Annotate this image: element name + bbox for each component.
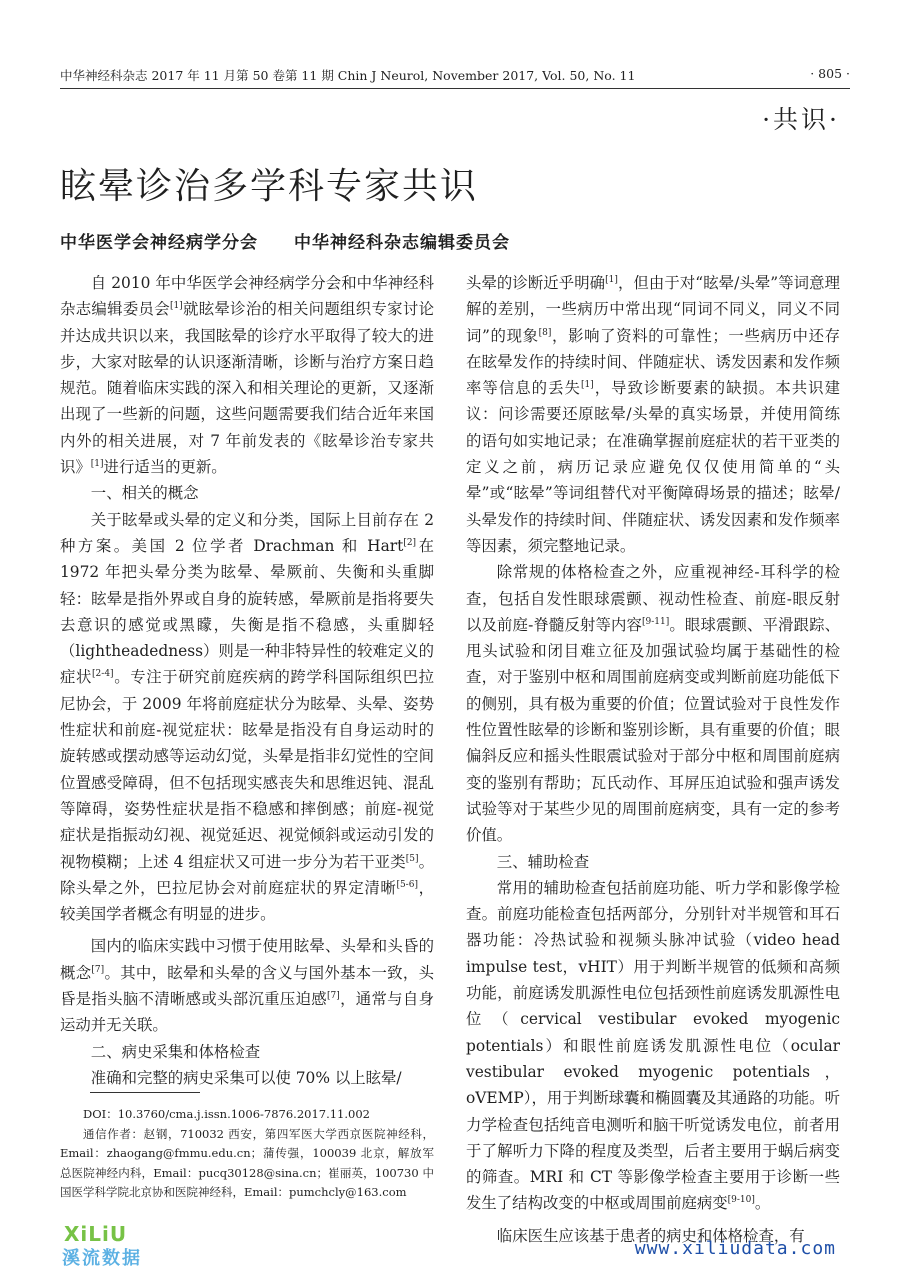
footnote-rule <box>90 1092 200 1093</box>
paragraph: 头晕的诊断近乎明确[1]，但由于对“眩晕/头晕”等词意理解的差别，一些病历中常出现“同词不同义，同义不同词”的现象[8]，影响了资料的可靠性；一些病历中还存在眩晕发作的持续时间、伴随症状、诱发因素和发作频率等信息的丢失[1]，导致诊断要素的缺损。本共识建议：问诊需要还原眩晕/头晕的真实场景，并使用简练的语句如实地记录；在准确掌握前庭症状的若干亚类的定义之前，病历记录应避免仅仅使用简单的“头晕”或“眩晕”等词组替代对平衡障碍场景的描述；眩晕/头晕发作的持续时间、伴随症状、诱发因素和发作频率等因素，须完整地记录。 <box>466 274 840 555</box>
authors: 中华医学会神经病学分会 中华神经科杂志编辑委员会 <box>60 233 510 253</box>
section-tag: ·共识· <box>762 105 840 134</box>
watermark-website: www.xiliudata.com <box>634 1238 836 1259</box>
section-heading: 一、相关的概念 <box>90 484 199 503</box>
journal-citation: 中华神经科杂志 2017 年 11 月第 50 卷第 11 期 Chin J Neurol, November 2017, Vol. 50, No. 11 <box>60 68 636 83</box>
logo-latin: XiLiU <box>64 1222 128 1246</box>
left-column <box>60 270 434 1091</box>
right-column <box>466 270 840 1249</box>
paragraph: 国内的临床实践中习惯于使用眩晕、头晕和头昏的概念[7]。其中，眩晕和头晕的含义与国外基本一致，头昏是指头脑不清晰感或头部沉重压迫感[7]，通常与自身运动并无关联。 <box>60 937 434 1035</box>
section-heading: 二、病史采集和体格检查 <box>90 1042 261 1061</box>
running-header <box>60 66 850 84</box>
paragraph: 常用的辅助检查包括前庭功能、听力学和影像学检查。前庭功能检查包括两部分，分别针对半规管和耳石器功能：冷热试验和视频头脉冲试验（video head impulse test，vHIT）用于判断半规管的低频和高频功能，前庭诱发肌源性电位包括颈性前庭诱发肌源性电位（cervical vestibular evoked myogenic potentials）和眼性前庭诱发肌源性电位（ocular vestibular evoked myogenic potentials，oVEMP），用于判断球囊和椭圆囊及其通路的功能。听力学检查包括纯音电测听和脑干听觉诱发电位，前者用于了解听力下降的程度及类型，后者主要用于蜗后病变的筛查。MRI 和 CT 等影像学检查主要用于诊断一些发生了结构改变的中枢或周围前庭病变[9-10]。 <box>466 878 840 1213</box>
doi: DOI：10.3760/cma.j.issn.1006-7876.2017.11.002 <box>83 1107 370 1121</box>
logo-chinese: 溪流数据 <box>62 1248 142 1269</box>
paragraph: 自 2010 年中华医学会神经病学分会和中华神经科杂志编辑委员会[1]就眩晕诊治的相关问题组织专家讨论并达成共识以来，我国眩晕的诊疗水平取得了较大的进步，大家对眩晕的认识逐渐清晰，诊断与治疗方案日趋规范。随着临床实践的深入和相关理论的更新，又逐渐出现了一些新的问题，这些问题需要我们结合近年来国内外的相关进展，对 7 年前发表的《眩晕诊治专家共识》[1]进行适当的更新。 <box>60 274 434 477</box>
footnote <box>60 1105 434 1203</box>
paragraph: 除常规的体格检查之外，应重视神经-耳科学的检查，包括自发性眼球震颤、视动性检查、前庭-眼反射以及前庭-脊髓反射等内容[9-11]。眼球震颤、平滑跟踪、甩头试验和闭目难立征及加强试验均属于基础性的检查，对于鉴别中枢和周围前庭病变或判断前庭功能低下的侧别，具有极为重要的价值；位置试验对于良性发作性位置性眩晕的诊断和鉴别诊断，具有重要的价值；眼偏斜反应和摇头性眼震试验对于部分中枢和周围前庭病变的鉴别有帮助；瓦氏动作、耳屏压迫试验和强声诱发试验等对于某些少见的周围前庭病变，具有一定的参考价值。 <box>466 563 840 845</box>
article-title: 眩晕诊治多学科专家共识 <box>60 166 479 207</box>
paragraph: 关于眩晕或头晕的定义和分类，国际上目前存在 2 种方案。美国 2 位学者 Drachman 和 Hart[2]在 1972 年把头晕分类为眩晕、晕厥前、失衡和头重脚轻：眩晕是指外界或自身的旋转感，晕厥前是指将要失去意识的感觉或黑矇，失衡是指不稳感，头重脚轻（lightheadedness）则是一种非特异性的较难定义的症状[2-4]。专注于研究前庭疾病的跨学科国际组织巴拉尼协会，于 2009 年将前庭症状分为眩晕、头晕、姿势性症状和前庭-视觉症状：眩晕是指没有自身运动时的旋转感或摆动感等运动幻觉，头晕是指非幻觉性的空间位置感受障碍，但不包括现实感丧失和思维迟钝、混乱等障碍，姿势性症状是指不稳感和摔倒感；前庭-视觉症状是指振动幻视、视觉延迟、视觉倾斜或运动引发的视物模糊；上述 4 组症状又可进一步分为若干亚类[5]。除头晕之外，巴拉尼协会对前庭症状的界定清晰[5-6]，较美国学者概念有明显的进步。 <box>60 510 434 924</box>
page-number: · 805 · <box>810 66 850 81</box>
section-heading: 三、辅助检查 <box>496 852 590 871</box>
paragraph: 准确和完整的病史采集可以使 70% 以上眩晕/ <box>90 1068 402 1087</box>
header-rule <box>60 88 850 89</box>
corresponding-authors: 通信作者：赵钢，710032 西安，第四军医大学西京医院神经科，Email：zhaogang@fmmu.edu.cn；蒲传强，100039 北京，解放军总医院神经内科，Email：pucq30128@sina.cn；崔丽英，100730 中国医学科学院北京协和医院神经科，Email：pumchcly@163.com <box>60 1126 434 1199</box>
paragraph: 临床医生应该基于患者的病史和体格检查，有 <box>496 1226 805 1245</box>
xiliu-logo <box>60 1222 180 1268</box>
